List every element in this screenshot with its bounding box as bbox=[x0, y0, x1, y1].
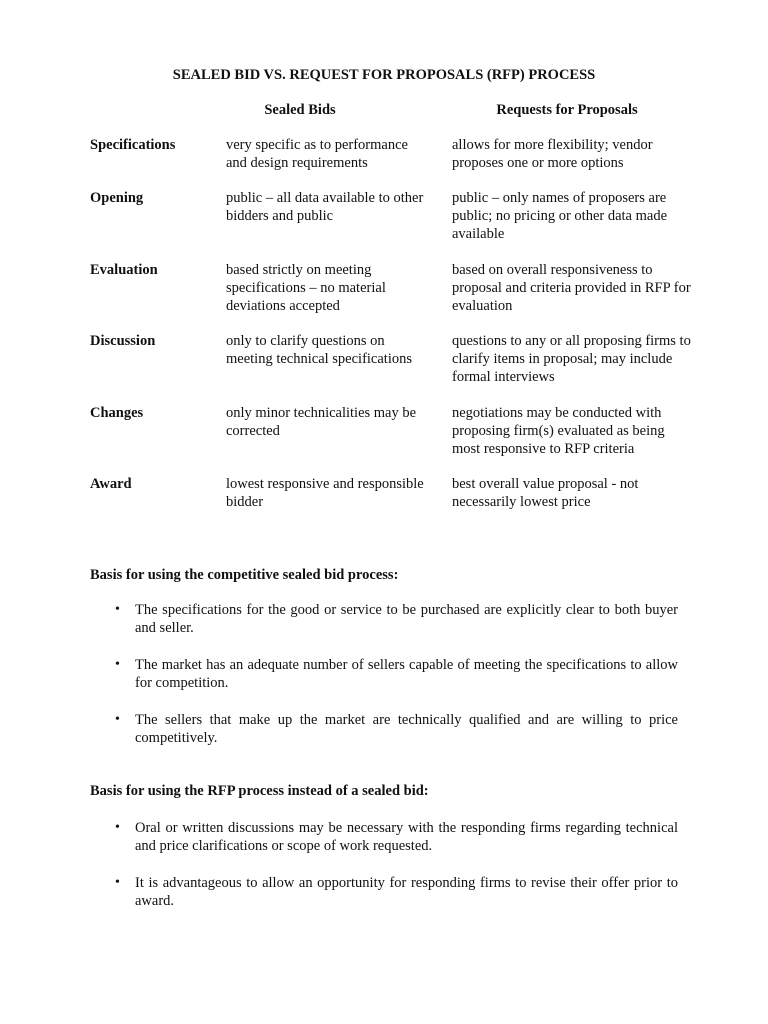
column-header-rfp: Requests for Proposals bbox=[496, 102, 638, 118]
rfp-cell: negotiations may be conducted with proposing firm(s) evaluated as being most responsive to RFP criteria bbox=[452, 405, 665, 457]
list-item-text: It is advantageous to allow an opportunity for responding firms to revise their offer prior to award. bbox=[135, 875, 678, 909]
rfp-cell: questions to any or all proposing firms to clarify items in proposal; may include formal interviews bbox=[452, 333, 691, 385]
row-label: Specifications bbox=[90, 137, 176, 153]
bullet-icon: • bbox=[115, 820, 120, 835]
row-label: Evaluation bbox=[90, 262, 158, 278]
list-item-text: The market has an adequate number of sellers capable of meeting the specifications to allow for competition. bbox=[135, 657, 678, 691]
rfp-cell: based on overall responsiveness to proposal and criteria provided in RFP for evaluation bbox=[452, 262, 691, 314]
bullet-icon: • bbox=[115, 657, 120, 672]
list-item-text: Oral or written discussions may be necessary with the responding firms regarding technical and price clarifications or scope of work requested. bbox=[135, 820, 678, 854]
bullet-icon: • bbox=[115, 875, 120, 890]
sealed-bid-cell: only to clarify questions on meeting technical specifications bbox=[226, 333, 413, 367]
list-item bbox=[90, 656, 678, 692]
list-item bbox=[90, 601, 678, 637]
row-label: Opening bbox=[90, 190, 144, 206]
list-item-text: The sellers that make up the market are technically qualified and are willing to price competitively. bbox=[135, 712, 678, 746]
list-item-text: The specifications for the good or service to be purchased are explicitly clear to both buyer and seller. bbox=[135, 602, 678, 636]
rfp-basis-list bbox=[90, 819, 678, 929]
rfp-cell: best overall value proposal - not necessarily lowest price bbox=[452, 476, 639, 510]
sealed-bid-cell: very specific as to performance and design requirements bbox=[226, 137, 408, 171]
sealed-bid-cell: based strictly on meeting specifications – no material deviations accepted bbox=[226, 262, 386, 314]
list-item bbox=[90, 874, 678, 910]
row-label: Changes bbox=[90, 405, 144, 421]
bullet-icon: • bbox=[115, 712, 120, 727]
rfp-cell: allows for more flexibility; vendor proposes one or more options bbox=[452, 137, 653, 171]
sealed-bid-cell: only minor technicalities may be corrected bbox=[226, 405, 417, 439]
list-item bbox=[90, 711, 678, 747]
bullet-icon: • bbox=[115, 602, 120, 617]
page-title: SEALED BID VS. REQUEST FOR PROPOSALS (RFP) PROCESS bbox=[172, 67, 596, 83]
sealed-bid-cell: lowest responsive and responsible bidder bbox=[226, 476, 424, 510]
column-header-sealed-bids: Sealed Bids bbox=[264, 102, 336, 118]
sealed-bid-basis-list bbox=[90, 601, 678, 766]
row-label: Award bbox=[90, 476, 132, 492]
rfp-cell: public – only names of proposers are public; no pricing or other data made available bbox=[452, 190, 668, 242]
sealed-bid-basis-heading: Basis for using the competitive sealed bid process: bbox=[90, 567, 399, 583]
row-label: Discussion bbox=[90, 333, 156, 349]
sealed-bid-cell: public – all data available to other bidders and public bbox=[226, 190, 424, 224]
rfp-basis-heading: Basis for using the RFP process instead of a sealed bid: bbox=[90, 783, 429, 799]
list-item bbox=[90, 819, 678, 855]
